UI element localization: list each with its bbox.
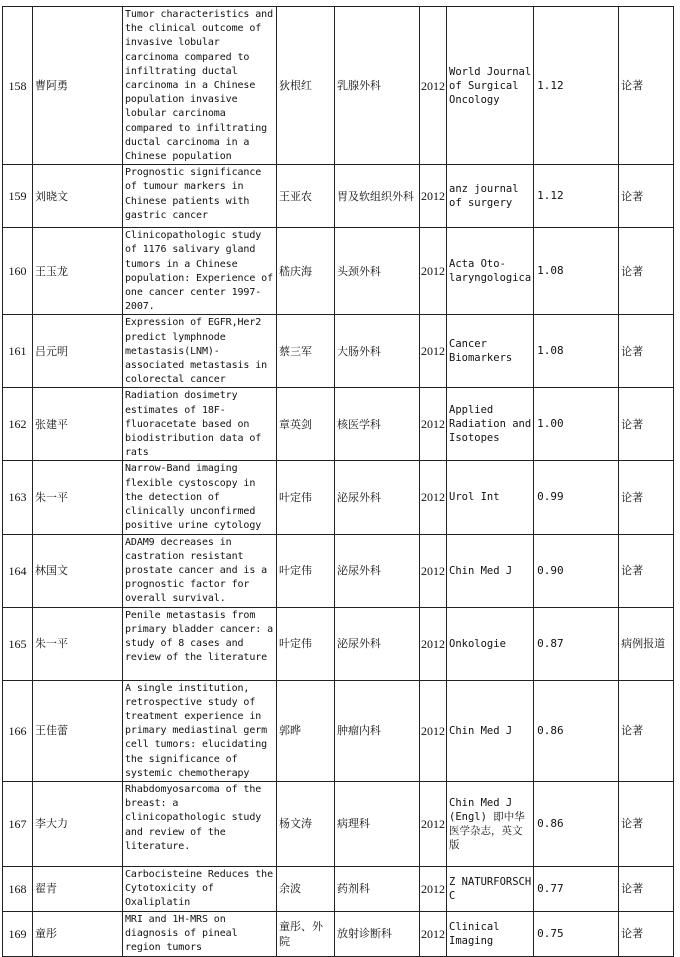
impact-factor: 0.99 <box>534 461 619 534</box>
author-name: 曹阿勇 <box>33 7 123 165</box>
article-title: Penile metastasis from primary bladder cancer: a study of 8 cases and review of the literature <box>123 607 277 680</box>
corresponding-author: 余波 <box>277 866 335 911</box>
department: 泌尿外科 <box>335 607 420 680</box>
impact-factor: 0.86 <box>534 781 619 866</box>
author-name: 翟青 <box>33 866 123 911</box>
table-row <box>3 534 674 607</box>
department: 放射诊断科 <box>335 911 420 956</box>
row-number: 164 <box>3 534 33 607</box>
impact-factor: 1.12 <box>534 165 619 228</box>
journal-name: Urol Int <box>447 461 534 534</box>
table-row <box>3 911 674 956</box>
corresponding-author: 童彤、外院 <box>277 911 335 956</box>
article-type: 论著 <box>619 911 674 956</box>
article-type: 论著 <box>619 534 674 607</box>
article-type: 病例报道 <box>619 607 674 680</box>
publication-year: 2012 <box>420 388 447 461</box>
publication-year: 2012 <box>420 228 447 315</box>
table-row <box>3 680 674 781</box>
corresponding-author: 叶定伟 <box>277 461 335 534</box>
table-row <box>3 607 674 680</box>
department: 胃及软组织外科 <box>335 165 420 228</box>
article-title: Narrow-Band imaging flexible cystoscopy in the detection of clinically unconfirmed positive urine cytology <box>123 461 277 534</box>
author-name: 张建平 <box>33 388 123 461</box>
table-row <box>3 315 674 388</box>
table-body <box>3 7 674 957</box>
department: 泌尿外科 <box>335 461 420 534</box>
impact-factor: 0.90 <box>534 534 619 607</box>
department: 乳腺外科 <box>335 7 420 165</box>
author-name: 童彤 <box>33 911 123 956</box>
row-number: 158 <box>3 7 33 165</box>
author-name: 李大力 <box>33 781 123 866</box>
article-title: Prognostic significance of tumour markers in Chinese patients with gastric cancer <box>123 165 277 228</box>
corresponding-author: 嵇庆海 <box>277 228 335 315</box>
article-type: 论著 <box>619 7 674 165</box>
article-title: Carbocisteine Reduces the Cytotoxicity of Oxaliplatin <box>123 866 277 911</box>
table-row <box>3 461 674 534</box>
row-number: 169 <box>3 911 33 956</box>
article-title: A single institution, retrospective study of treatment experience in primary mediastinal germ cell tumors: elucidating the significance of systemic chemotherapy <box>123 680 277 781</box>
corresponding-author: 叶定伟 <box>277 534 335 607</box>
row-number: 168 <box>3 866 33 911</box>
department: 大肠外科 <box>335 315 420 388</box>
publication-year: 2012 <box>420 7 447 165</box>
author-name: 吕元明 <box>33 315 123 388</box>
article-type: 论著 <box>619 388 674 461</box>
article-type: 论著 <box>619 228 674 315</box>
journal-name: Onkologie <box>447 607 534 680</box>
table-row <box>3 866 674 911</box>
article-title: Tumor characteristics and the clinical outcome of invasive lobular carcinoma compared to infiltrating ductal carcinoma in a Chinese population invasive lobular carcinoma compared to infiltrating ductal carcinoma in a Chinese population <box>123 7 277 165</box>
corresponding-author: 狄根红 <box>277 7 335 165</box>
publication-year: 2012 <box>420 315 447 388</box>
department: 肿瘤内科 <box>335 680 420 781</box>
author-name: 朱一平 <box>33 461 123 534</box>
row-number: 160 <box>3 228 33 315</box>
corresponding-author: 蔡三军 <box>277 315 335 388</box>
table-row <box>3 7 674 165</box>
table-row <box>3 165 674 228</box>
department: 病理科 <box>335 781 420 866</box>
impact-factor: 1.08 <box>534 228 619 315</box>
publication-year: 2012 <box>420 911 447 956</box>
table-row <box>3 388 674 461</box>
impact-factor: 0.75 <box>534 911 619 956</box>
row-number: 165 <box>3 607 33 680</box>
journal-name: World Journal of Surgical Oncology <box>447 7 534 165</box>
journal-name: Chin Med J <box>447 680 534 781</box>
corresponding-author: 章英剑 <box>277 388 335 461</box>
journal-name: Clinical Imaging <box>447 911 534 956</box>
journal-name: Z NATURFORSCH C <box>447 866 534 911</box>
publication-year: 2012 <box>420 866 447 911</box>
article-type: 论著 <box>619 866 674 911</box>
impact-factor: 1.08 <box>534 315 619 388</box>
corresponding-author: 王亚农 <box>277 165 335 228</box>
publication-year: 2012 <box>420 461 447 534</box>
row-number: 159 <box>3 165 33 228</box>
row-number: 166 <box>3 680 33 781</box>
article-type: 论著 <box>619 165 674 228</box>
journal-name: Chin Med J <box>447 534 534 607</box>
article-title: Expression of EGFR,Her2 predict lymphnode metastasis(LNM)-associated metastasis in colorectal cancer <box>123 315 277 388</box>
author-name: 王佳蕾 <box>33 680 123 781</box>
impact-factor: 1.00 <box>534 388 619 461</box>
impact-factor: 0.87 <box>534 607 619 680</box>
article-title: MRI and 1H-MRS on diagnosis of pineal region tumors <box>123 911 277 956</box>
article-type: 论著 <box>619 680 674 781</box>
impact-factor: 1.12 <box>534 7 619 165</box>
impact-factor: 0.86 <box>534 680 619 781</box>
publication-year: 2012 <box>420 534 447 607</box>
article-title: Rhabdomyosarcoma of the breast: a clinicopathologic study and review of the literature. <box>123 781 277 866</box>
corresponding-author: 叶定伟 <box>277 607 335 680</box>
article-type: 论著 <box>619 315 674 388</box>
publication-year: 2012 <box>420 781 447 866</box>
author-name: 朱一平 <box>33 607 123 680</box>
department: 核医学科 <box>335 388 420 461</box>
journal-name: Chin Med J (Engl) 即中华医学杂志，英文版 <box>447 781 534 866</box>
author-name: 林国文 <box>33 534 123 607</box>
article-title: Clinicopathologic study of 1176 salivary gland tumors in a Chinese population: Experience of one cancer center 1997-2007. <box>123 228 277 315</box>
article-type: 论著 <box>619 461 674 534</box>
table-row <box>3 781 674 866</box>
corresponding-author: 杨文涛 <box>277 781 335 866</box>
row-number: 167 <box>3 781 33 866</box>
journal-name: anz journal of surgery <box>447 165 534 228</box>
table-row <box>3 228 674 315</box>
author-name: 刘晓文 <box>33 165 123 228</box>
journal-name: Applied Radiation and Isotopes <box>447 388 534 461</box>
publication-year: 2012 <box>420 165 447 228</box>
row-number: 163 <box>3 461 33 534</box>
department: 泌尿外科 <box>335 534 420 607</box>
journal-name: Cancer Biomarkers <box>447 315 534 388</box>
journal-name: Acta Oto-laryngologica <box>447 228 534 315</box>
publication-year: 2012 <box>420 680 447 781</box>
impact-factor: 0.77 <box>534 866 619 911</box>
article-title: Radiation dosimetry estimates of 18F-fluoracetate based on biodistribution data of rats <box>123 388 277 461</box>
department: 药剂科 <box>335 866 420 911</box>
publication-year: 2012 <box>420 607 447 680</box>
article-title: ADAM9 decreases in castration resistant prostate cancer and is a prognostic factor for overall survival. <box>123 534 277 607</box>
author-name: 王玉龙 <box>33 228 123 315</box>
row-number: 162 <box>3 388 33 461</box>
department: 头颈外科 <box>335 228 420 315</box>
row-number: 161 <box>3 315 33 388</box>
corresponding-author: 郭晔 <box>277 680 335 781</box>
article-type: 论著 <box>619 781 674 866</box>
publication-table <box>2 6 674 957</box>
